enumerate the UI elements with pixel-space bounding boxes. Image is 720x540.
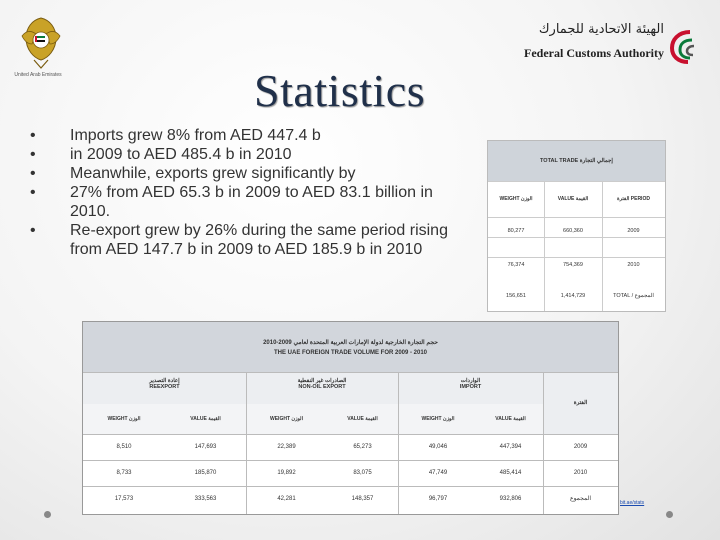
bt-cell: 22,389	[277, 444, 296, 450]
bt-cell: 83,075	[353, 470, 372, 476]
tt-cell: 80,277	[507, 228, 525, 234]
emblem-caption: United Arab Emirates	[14, 72, 62, 78]
total-trade-table	[487, 140, 666, 312]
bt-cell: 49,046	[428, 444, 448, 450]
tt-rule	[488, 181, 665, 182]
group-import-en: IMPORT	[459, 384, 482, 390]
group-reexport-ar: إعادة التصدير	[149, 378, 180, 384]
bt-cell: المجموع	[570, 496, 591, 502]
bullet-item: • Meanwhile, exports grew significantly by	[30, 165, 356, 182]
bullet-item: • Imports grew 8% from AED 447.4 b	[30, 127, 321, 144]
sub-value: VALUE القيمة	[327, 404, 398, 434]
bullet-dot: •	[30, 165, 36, 182]
sub-weight: WEIGHT الوزن	[246, 404, 327, 434]
bullet-dot: •	[30, 184, 36, 201]
group-period: الفترة	[543, 372, 618, 434]
foreign-trade-table	[82, 321, 619, 515]
foreign-trade-title-ar: حجم التجارة الخارجية لدولة الإمارات العربية المتحدة لعامي 2009-2010	[263, 340, 438, 346]
total-trade-title: TOTAL TRADE إجمالي التجارة	[540, 158, 613, 164]
fca-logo-arabic: الهيئة الاتحادية للجمارك	[538, 22, 664, 37]
bt-cell: 333,563	[194, 496, 217, 502]
bullet-dot: •	[30, 146, 36, 163]
slide-corner-dot	[666, 511, 673, 518]
tt-cell: TOTAL / المجموع	[613, 293, 654, 299]
group-nonoil	[246, 372, 398, 404]
tt-cell: 76,374	[507, 262, 525, 268]
bullet-item: • Re-export grew by 26% during the same period rising from AED 147.7 b in 2009 to AED 185.9 b in 2010	[30, 222, 448, 258]
bt-cell: 19,892	[277, 470, 296, 476]
bt-cell: 447,394	[499, 444, 522, 450]
tt-cell: 2010	[627, 262, 640, 268]
tt-cell: 754,369	[563, 262, 583, 268]
bullet-dot: •	[30, 222, 36, 239]
bt-cell: 17,573	[114, 496, 134, 502]
tt-header-period: الفترة PERIOD	[617, 196, 650, 202]
uae-emblem-icon	[18, 14, 64, 72]
foreign-trade-header	[83, 322, 618, 372]
bt-cell: 147,693	[194, 444, 217, 450]
bullet-item: • 27% from AED 65.3 b in 2009 to AED 83.1 billion in 2010.	[30, 184, 433, 220]
tt-cell: 156,651	[506, 293, 526, 299]
tt-rule	[488, 217, 665, 218]
bt-rule	[83, 372, 618, 373]
bt-cell: 8,510	[116, 444, 132, 450]
group-nonoil-ar: الصادرات غير النفطية	[297, 378, 347, 384]
tt-header-weight: WEIGHT الوزن	[499, 196, 533, 202]
bt-cell: 2009	[573, 444, 588, 450]
group-nonoil-en: NON-OIL EXPORT	[298, 384, 346, 390]
sub-value: VALUE القيمة	[165, 404, 246, 434]
fca-swoosh-icon	[668, 26, 700, 64]
sub-value: VALUE القيمة	[478, 404, 543, 434]
bt-cell: 8,733	[116, 470, 132, 476]
tt-cell: 660,360	[563, 228, 583, 234]
bt-cell: 185,870	[194, 470, 217, 476]
bt-cell: 932,806	[499, 496, 522, 502]
bt-cell: 42,281	[277, 496, 296, 502]
foreign-trade-title-en: THE UAE FOREIGN TRADE VOLUME FOR 2009 - 2010	[273, 350, 428, 356]
bt-cell: 485,414	[499, 470, 522, 476]
fca-logo	[504, 22, 700, 66]
bt-cell: 65,273	[353, 444, 372, 450]
bt-cell: 2010	[573, 470, 588, 476]
group-import	[398, 372, 543, 404]
bullet-item: • in 2009 to AED 485.4 b in 2010	[30, 146, 292, 163]
tt-header-value: VALUE القيمة	[557, 196, 589, 202]
sub-weight: WEIGHT الوزن	[83, 404, 165, 434]
bt-cell: 96,797	[428, 496, 448, 502]
fca-logo-english: Federal Customs Authority	[524, 46, 664, 60]
group-reexport-en: REEXPORT	[149, 384, 180, 390]
bullet-list	[30, 126, 470, 259]
source-link[interactable]: bit.ae/stats	[620, 500, 645, 506]
tt-cell: 1,414,729	[560, 293, 586, 299]
bt-cell: 47,749	[428, 470, 448, 476]
group-reexport	[83, 372, 246, 404]
bullet-dot: •	[30, 127, 36, 144]
tt-cell: 2009	[627, 228, 640, 234]
bt-cell: 148,357	[351, 496, 374, 502]
slide-corner-dot	[44, 511, 51, 518]
slide-title: Statistics	[254, 65, 426, 116]
sub-weight: WEIGHT الوزن	[398, 404, 478, 434]
group-import-ar: الواردات	[460, 378, 481, 384]
